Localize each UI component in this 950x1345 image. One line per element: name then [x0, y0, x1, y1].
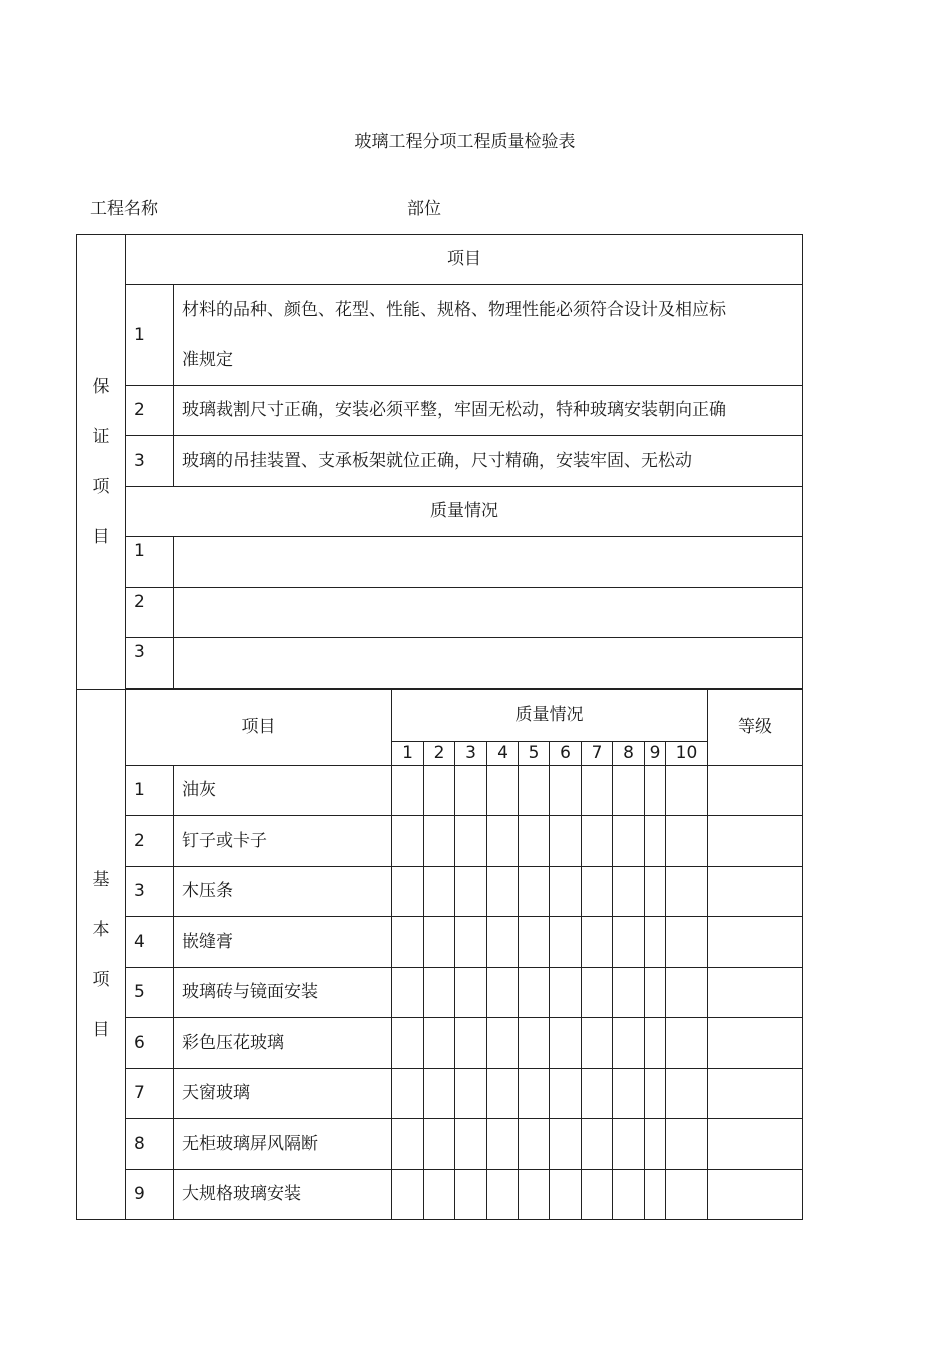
- basic-item-name: 无柜玻璃屏风隔断: [174, 1119, 392, 1170]
- quality-row-no: 1: [126, 537, 174, 588]
- location-label: 部位: [407, 199, 441, 219]
- project-name-label: 工程名称: [90, 199, 158, 219]
- table-row: [77, 766, 803, 816]
- table-row: [77, 285, 803, 386]
- basic-quality-header: 质量情况: [392, 690, 708, 742]
- grade-cell[interactable]: [708, 1170, 803, 1220]
- basic-item-no: 8: [126, 1119, 174, 1170]
- basic-item-no: 3: [126, 867, 174, 917]
- quality-col-header: 1: [392, 742, 424, 766]
- table-row: [77, 537, 803, 588]
- basic-item-name: 大规格玻璃安装: [174, 1170, 392, 1220]
- basic-item-no: 4: [126, 917, 174, 968]
- table-row: [77, 917, 803, 968]
- basic-item-no: 6: [126, 1018, 174, 1069]
- quality-col-header: 10: [666, 742, 708, 766]
- table-row: [77, 588, 803, 638]
- grade-cell[interactable]: [708, 917, 803, 968]
- guarantee-item-no: 2: [126, 386, 174, 436]
- basic-item-name: 天窗玻璃: [174, 1069, 392, 1119]
- quality-col-header: 3: [455, 742, 487, 766]
- quality-row-cell[interactable]: [174, 588, 803, 638]
- basic-item-name: 木压条: [174, 867, 392, 917]
- grade-cell[interactable]: [708, 1119, 803, 1170]
- quality-col-header: 2: [424, 742, 455, 766]
- quality-row-cell[interactable]: [174, 638, 803, 689]
- table-row: [77, 1018, 803, 1069]
- quality-row-no: 2: [126, 588, 174, 638]
- basic-item-name: 钉子或卡子: [174, 816, 392, 867]
- table-row: [77, 1170, 803, 1220]
- guarantee-section-label: 保 证 项 目: [77, 235, 126, 690]
- basic-item-header: 项目: [126, 690, 392, 766]
- basic-item-name: 嵌缝膏: [174, 917, 392, 968]
- quality-row-cell[interactable]: [174, 537, 803, 588]
- guarantee-item-no: 3: [126, 436, 174, 487]
- quality-col-header: 9: [645, 742, 666, 766]
- grade-cell[interactable]: [708, 766, 803, 816]
- quality-col-header: 8: [613, 742, 645, 766]
- basic-item-no: 9: [126, 1170, 174, 1220]
- table-row: [77, 638, 803, 689]
- grade-cell[interactable]: [708, 1069, 803, 1119]
- basic-item-no: 5: [126, 968, 174, 1018]
- table-row: [77, 816, 803, 867]
- grade-cell[interactable]: [708, 867, 803, 917]
- table-row: [77, 386, 803, 436]
- grade-cell[interactable]: [708, 968, 803, 1018]
- quality-col-header: 6: [550, 742, 582, 766]
- table-row: [77, 968, 803, 1018]
- quality-col-header: 4: [487, 742, 519, 766]
- basic-item-no: 2: [126, 816, 174, 867]
- guarantee-item-text: 玻璃的吊挂装置、支承板架就位正确，尺寸精确，安装牢固、无松动: [174, 436, 803, 487]
- basic-item-no: 1: [126, 766, 174, 816]
- basic-grade-header: 等级: [708, 690, 803, 766]
- table-row: [77, 1119, 803, 1170]
- guarantee-item-no: 1: [126, 285, 174, 386]
- basic-item-name: 玻璃砖与镜面安装: [174, 968, 392, 1018]
- guarantee-item-text: 玻璃裁割尺寸正确，安装必须平整，牢固无松动，特种玻璃安装朝向正确: [174, 386, 803, 436]
- basic-item-name: 油灰: [174, 766, 392, 816]
- grade-cell[interactable]: [708, 1018, 803, 1069]
- guarantee-items-header: 项目: [126, 235, 803, 285]
- basic-item-no: 7: [126, 1069, 174, 1119]
- guarantee-item-text: 材料的品种、颜色、花型、性能、规格、物理性能必须符合设计及相应标 准规定: [174, 285, 803, 386]
- quality-col-header: 7: [582, 742, 613, 766]
- basic-item-name: 彩色压花玻璃: [174, 1018, 392, 1069]
- grade-cell[interactable]: [708, 816, 803, 867]
- table-row: [77, 1069, 803, 1119]
- quality-row-no: 3: [126, 638, 174, 689]
- quality-col-header: 5: [519, 742, 550, 766]
- basic-section-label: 基 本 项 目: [77, 690, 126, 1220]
- page-title: 玻璃工程分项工程质量检验表: [354, 132, 576, 152]
- table-row: [77, 867, 803, 917]
- inspection-table: [76, 234, 803, 1220]
- guarantee-quality-header: 质量情况: [126, 487, 803, 537]
- table-row: [77, 436, 803, 487]
